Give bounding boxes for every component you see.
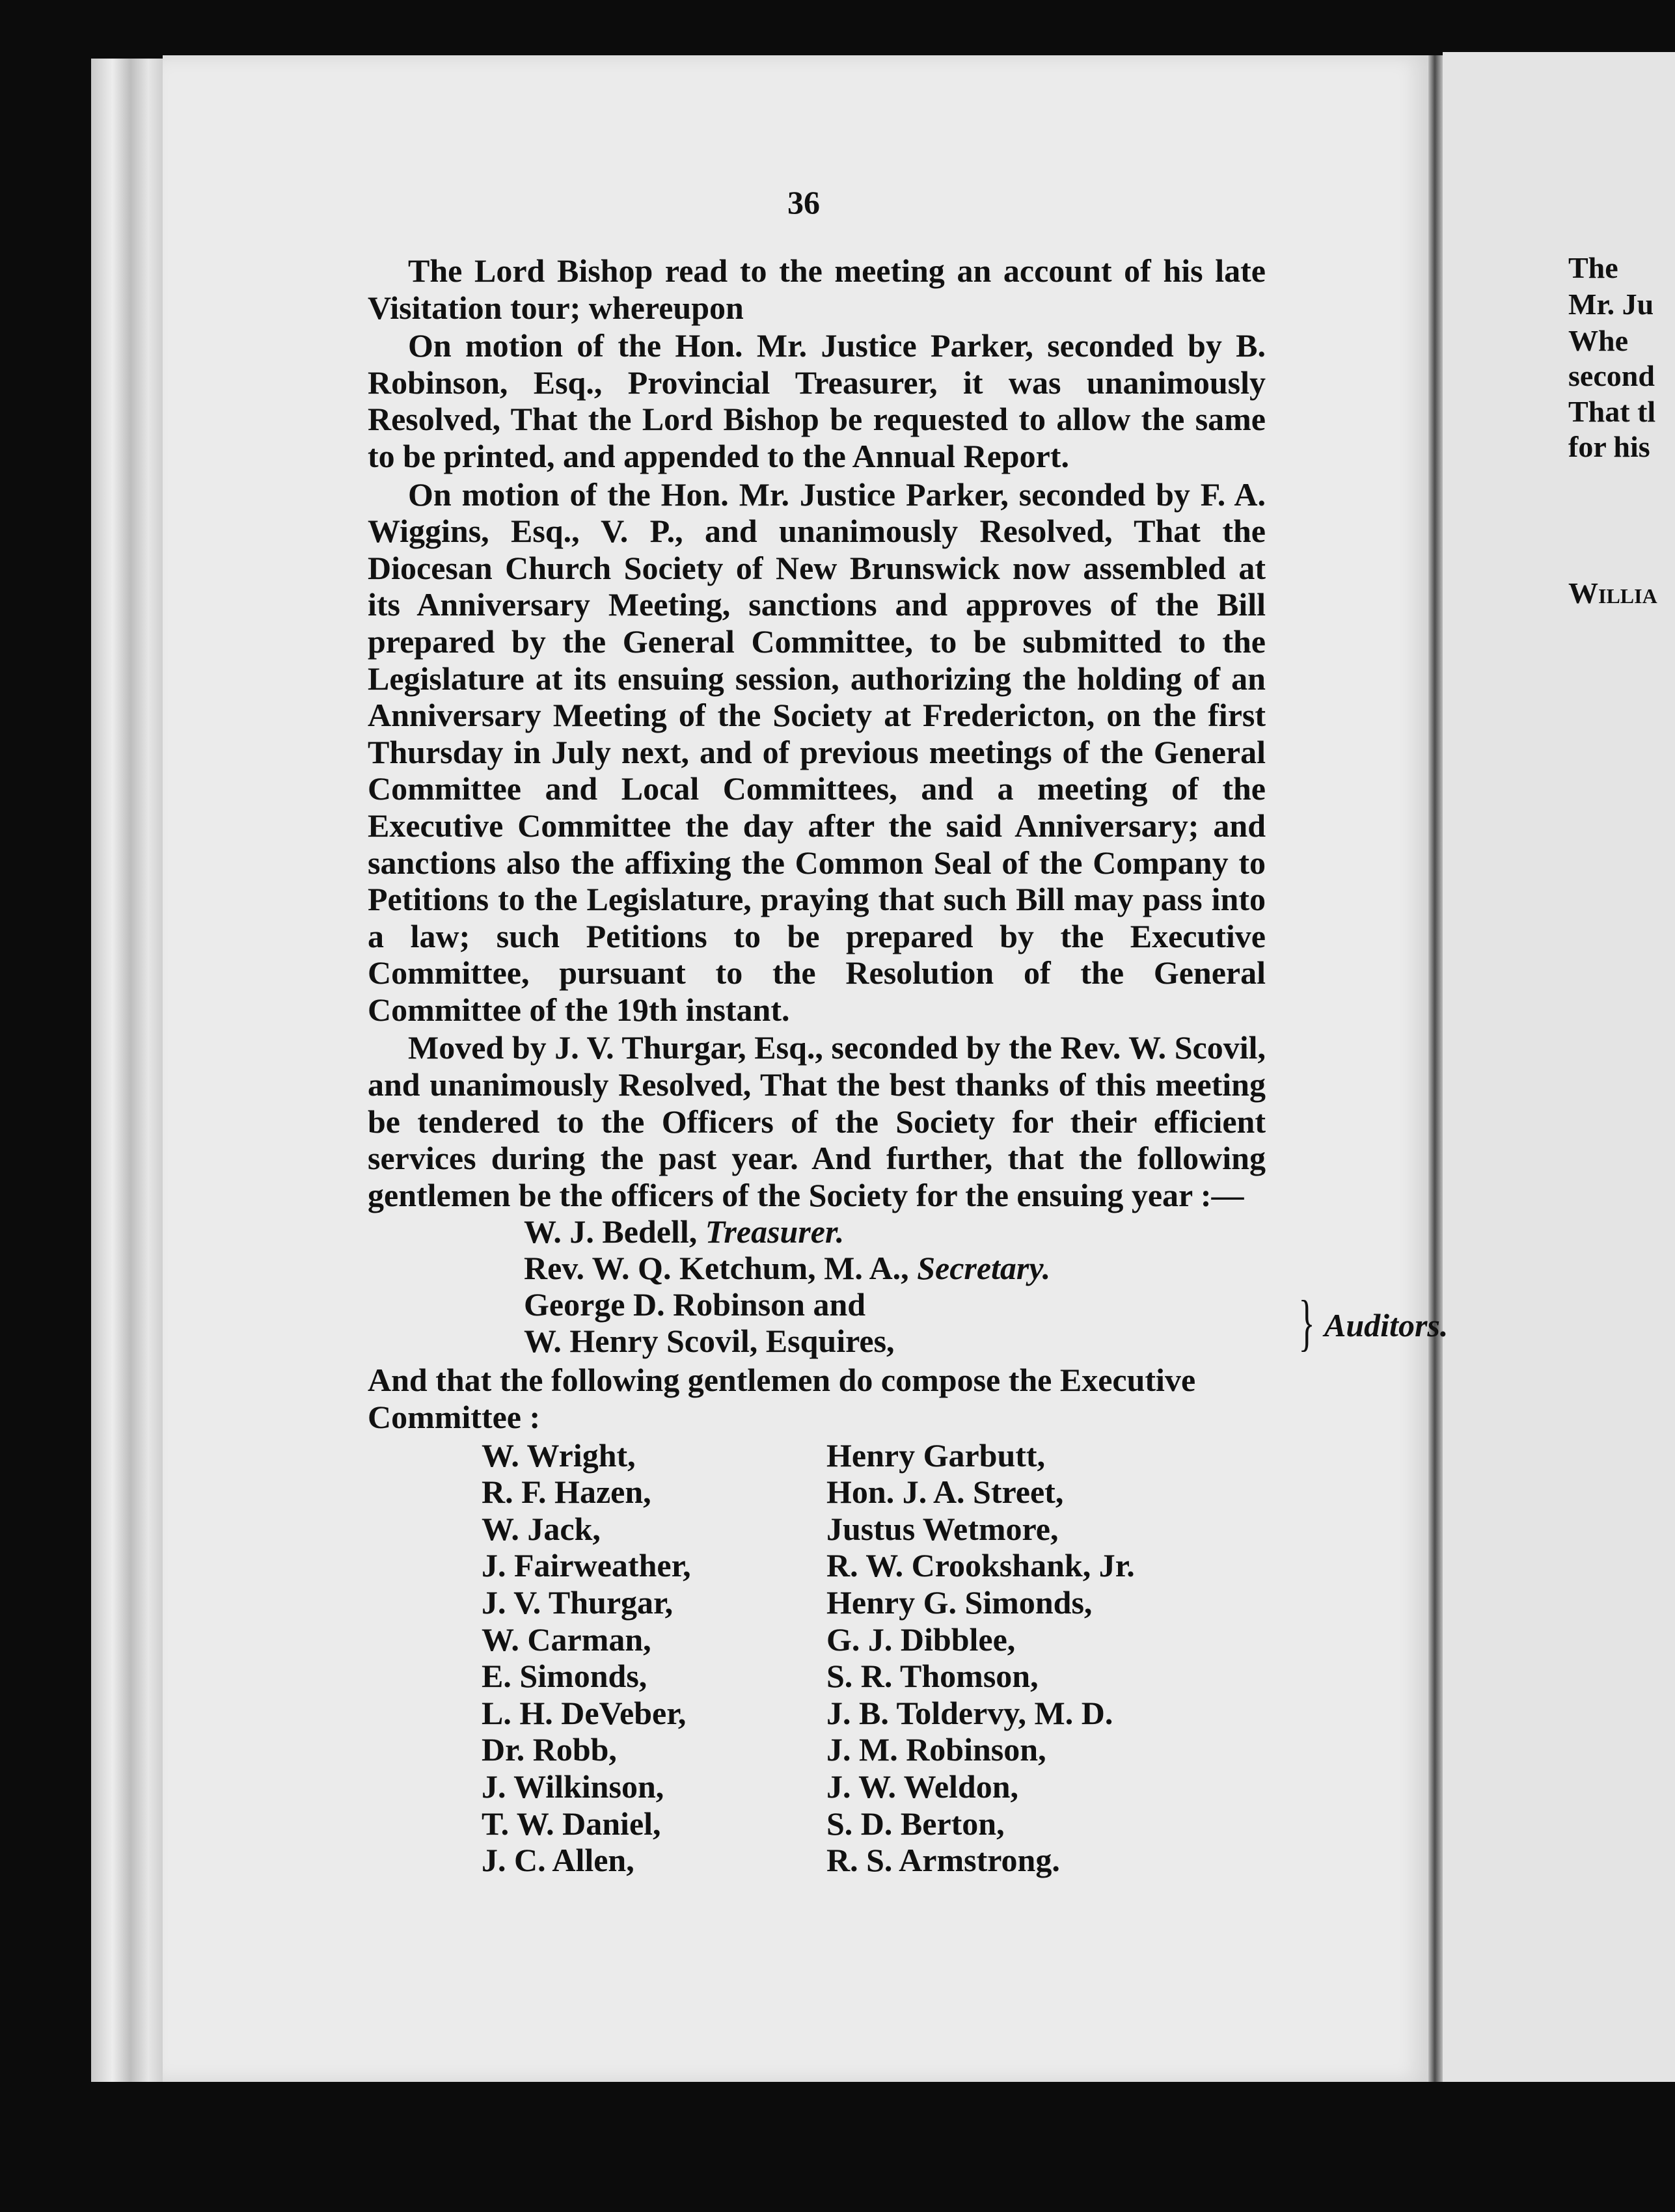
right-page-line-6: for his bbox=[1568, 430, 1650, 463]
treasurer-role: Treasurer. bbox=[705, 1213, 845, 1250]
committee-member: W. Carman, bbox=[482, 1621, 651, 1658]
right-page-line-5: That tl bbox=[1568, 395, 1656, 428]
committee-member: T. W. Daniel, bbox=[482, 1805, 661, 1842]
paragraph-visitation: The Lord Bishop read to the meeting an account of his late Visitation tour; whereupon bbox=[368, 252, 1266, 326]
main-text bbox=[368, 252, 1449, 1879]
officer-secretary bbox=[368, 1250, 1266, 1286]
committee-member: G. J. Dibblee, bbox=[826, 1621, 1016, 1658]
committee-member: J. C. Allen, bbox=[482, 1842, 634, 1879]
committee-member: J. Wilkinson, bbox=[482, 1768, 664, 1805]
committee-member: S. D. Berton, bbox=[826, 1805, 1005, 1842]
auditors-role: Auditors. bbox=[1324, 1307, 1449, 1344]
page-number: 36 bbox=[787, 184, 820, 221]
officer-treasurer bbox=[368, 1213, 1266, 1250]
committee-intro: And that the following gentlemen do compose the Executive Committee : bbox=[368, 1362, 1196, 1436]
right-page-line-4: second bbox=[1568, 359, 1655, 392]
right-page-line-3: Whe bbox=[1568, 324, 1628, 357]
committee-member: R. S. Armstrong. bbox=[826, 1842, 1060, 1879]
auditor-name-1: George D. Robinson and bbox=[524, 1286, 866, 1323]
page-gutter bbox=[1428, 55, 1443, 2082]
committee-member: J. B. Toldervy, M. D. bbox=[826, 1694, 1113, 1731]
executive-committee-list bbox=[368, 1437, 1266, 1879]
committee-member: E. Simonds, bbox=[482, 1658, 647, 1695]
committee-member: J. M. Robinson, bbox=[826, 1731, 1046, 1768]
treasurer-name: W. J. Bedell, bbox=[524, 1213, 698, 1250]
committee-member: J. V. Thurgar, bbox=[482, 1584, 674, 1621]
right-page-line-7: Willia bbox=[1568, 576, 1657, 610]
committee-member: Henry G. Simonds, bbox=[826, 1584, 1093, 1621]
committee-member: R. F. Hazen, bbox=[482, 1474, 651, 1511]
auditors-brace: } bbox=[1298, 1288, 1315, 1358]
committee-member: R. W. Crookshank, Jr. bbox=[826, 1547, 1135, 1584]
right-page-line-1: The bbox=[1568, 251, 1618, 284]
book-spine-strip bbox=[91, 59, 165, 2082]
committee-member: Hon. J. A. Street, bbox=[826, 1474, 1064, 1511]
committee-member: Henry Garbutt, bbox=[826, 1436, 1046, 1474]
paragraph-motion-officers: Moved by J. V. Thurgar, Esq., seconded by the Rev. W. Scovil, and unanimously Resolved, That the best thanks of this meeting be tendered to the Officers of the Society for their efficient services during the past year. And further, that the following gentlemen be the officers of the Society for the ensuing year :— bbox=[368, 1029, 1266, 1213]
secretary-name: Rev. W. Q. Ketchum, M. A., bbox=[524, 1250, 909, 1287]
committee-member: W. Wright, bbox=[482, 1436, 636, 1474]
committee-member: J. W. Weldon, bbox=[826, 1768, 1019, 1805]
committee-member: S. R. Thomson, bbox=[826, 1658, 1039, 1695]
right-page bbox=[1443, 52, 1675, 2082]
officer-auditors bbox=[368, 1286, 1449, 1362]
right-page-line-2: Mr. Ju bbox=[1568, 288, 1654, 321]
paragraph-motion-printing: On motion of the Hon. Mr. Justice Parker, seconded by B. Robinson, Esq., Provincial Treasurer, it was unanimously Resolved, That the Lord Bishop be requested to allow the same to be printed, and appended to the Annual Report. bbox=[368, 327, 1266, 474]
secretary-role: Secretary. bbox=[917, 1250, 1051, 1287]
committee-member: L. H. DeVeber, bbox=[482, 1694, 687, 1731]
committee-member: W. Jack, bbox=[482, 1510, 601, 1547]
committee-member: J. Fairweather, bbox=[482, 1547, 691, 1584]
auditor-name-2: W. Henry Scovil, Esquires, bbox=[524, 1323, 895, 1360]
committee-member: Justus Wetmore, bbox=[826, 1510, 1059, 1547]
committee-member: Dr. Robb, bbox=[482, 1731, 617, 1768]
paragraph-motion-bill: On motion of the Hon. Mr. Justice Parker, seconded by F. A. Wiggins, Esq., V. P., and unanimously Resolved, That the Diocesan Church Society of New Brunswick now assembled at its Anniversary Meeting, sanctions and approves of the Bill prepared by the General Committee, to be submitted to the Legislature at its ensuing session, authorizing the holding of an Anniversary Meeting of the Society at Fredericton, on the first Thursday in July next, and of previous meetings of the General Committee and Local Committees, and a meeting of the Executive Committee the day after the said Anniversary; and sanctions also the affixing the Common Seal of the Company to Petitions to the Legislature, praying that such Bill may pass into a law; such Petitions to be prepared by the Executive Committee, pursuant to the Resolution of the General Committee of the 19th instant. bbox=[368, 476, 1266, 1028]
